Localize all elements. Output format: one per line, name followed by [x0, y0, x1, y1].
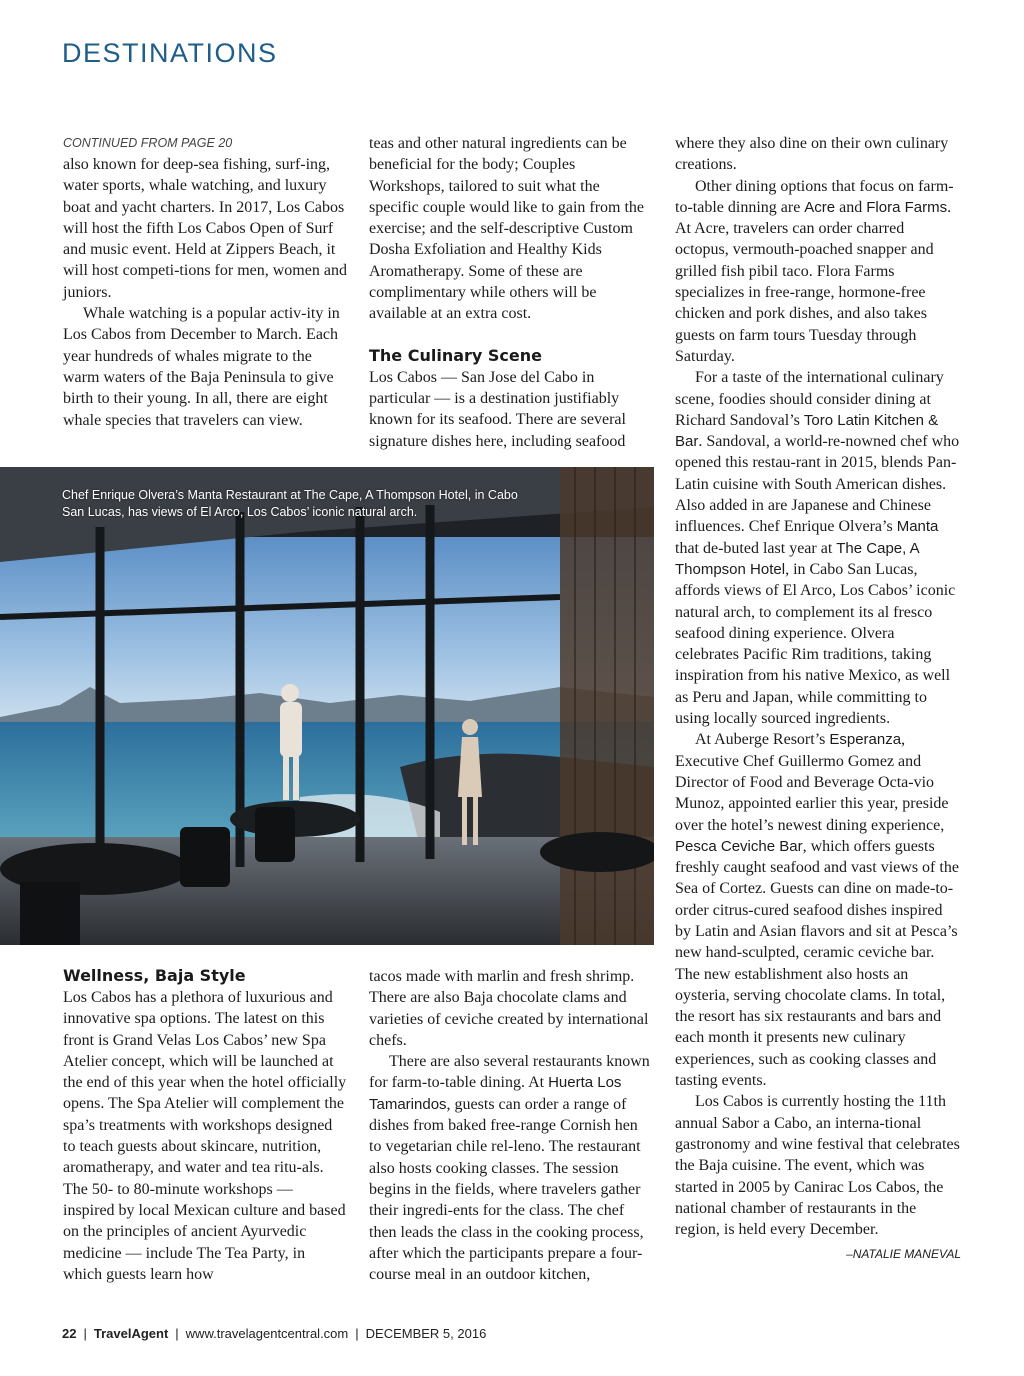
column-2-bottom	[369, 966, 653, 1285]
restaurant-name: Pesca Ceviche Bar	[675, 837, 803, 855]
paragraph: where they also dine on their own culinary creations.	[675, 135, 949, 174]
paragraph: teas and other natural ingredients can be beneficial for the body; Couples Workshops, tailored to suit what the specific couple would like to gain from the exercise; and the self-descriptive Custom Dosha Exfoliation and Healthy Kids Aromatherapy. Some of these are complimentary while others will be available at an extra cost.	[369, 135, 645, 323]
culinary-heading: The Culinary Scene	[369, 345, 543, 365]
restaurant-photo-illustration	[0, 467, 654, 945]
author-signature: –NATALIE MANEVAL	[846, 1247, 961, 1262]
paragraph: There are also several restaurants known for farm-to-table dining. At Huerta Los Tamarindos, guests can order a range of dishes from baked free-range Cornish hen to vegetarian chile rel-leno. The restaurant also hosts cooking classes. The session begins in the fields, where travelers gather their ingredi-ents for the class. The chef then leads the class in the cooking process, after which the participants prepare a four-course meal in an outdoor kitchen,	[369, 1053, 650, 1284]
paragraph: Whale watching is a popular activ-ity in Los Cabos from December to March. Each year hundreds of whales migrate to the warm waters of the Baja Peninsula to give birth to their young. In all, there are eight whale species that travelers can view.	[63, 305, 340, 429]
paragraph: tacos made with marlin and fresh shrimp. There are also Baja chocolate clams and varieties of ceviche created by international chefs.	[369, 968, 649, 1049]
magazine-brand: TravelAgent	[93, 1326, 169, 1341]
restaurant-name: Toro Latin Kitchen & Bar	[675, 411, 939, 451]
restaurant-name: Huerta Los Tamarindos	[369, 1074, 622, 1113]
paragraph: Los Cabos — San Jose del Cabo in particular — is a destination justifiably known for its seafood. There are several signature dishes here, including seafood	[369, 368, 626, 450]
column-1-top	[63, 133, 347, 431]
photo-caption: Chef Enrique Olvera’s Manta Restaurant at The Cape, A Thompson Hotel, in Cabo San Lucas, has views of El Arco, Los Cabos’ iconic natural arch.	[62, 488, 518, 519]
column-2-top	[369, 133, 653, 452]
column-1-bottom	[63, 966, 347, 1285]
restaurant-name: Manta	[896, 518, 939, 536]
paragraph: For a taste of the international culinary scene, foodies should consider dining at Richard Sandoval’s Toro Latin Kitchen & Bar. Sandoval, a world-re-nowned chef who opened this restau-rant in 2015, blends Pan-Latin cuisine with South American dishes. Also added in are Japanese and Chinese influences. Chef Enrique Olvera’s Manta that de-buted last year at The Cape, A Thompson Hotel, in Cabo San Lucas, affords views of El Arco, Los Cabos’ iconic natural arch, to complement its al fresco seafood dining experience. Olvera celebrates Pacific Rim traditions, taking inspiration from his native Mexico, as well as Peru and Japan, while committing to using locally sourced ingredients.	[675, 369, 960, 728]
column-3	[675, 133, 961, 1266]
continued-note: CONTINUED FROM PAGE 20	[63, 136, 233, 150]
wellness-heading: Wellness, Baja Style	[63, 966, 246, 985]
restaurant-photo	[0, 467, 654, 945]
page-footer: 22 | TravelAgent | www.travelagentcentral.com | DECEMBER 5, 2016	[62, 1326, 487, 1341]
resort-name: Esperanza	[829, 731, 902, 749]
paragraph: Los Cabos has a plethora of luxurious and innovative spa options. The latest on this front is Grand Velas Los Cabos’ new Spa Atelier concept, which will be launched at the end of this year when the hotel officially opens. The Spa Atelier will complement the spa’s treatments with workshops designed to teach guests about skincare, nutrition, aromatherapy, and water and tea ritu-als. The 50- to 80-minute workshops — inspired by local Mexican culture and based on the principles of ancient Ayurvedic medicine — include The Tea Party, in which guests learn how	[63, 989, 347, 1283]
paragraph: At Auberge Resort’s Esperanza, Executive Chef Guillermo Gomez and Director of Food and Beverage Octa-vio Munoz, appointed earlier this year, preside over the hotel’s newest dining experience, Pesca Ceviche Bar, which offers guests freshly caught seafood and vast views of the Sea of Cortez. Guests can dine on made-to-order citrus-cured seafood dishes inspired by Latin and Asian flavors and sit at Pesca’s new hand-sculpted, ceramic ceviche bar. The new establishment also hosts an oysteria, serving chocolate clams. In total, the resort has six restaurants and bars and each month it presents new culinary experiences, such as cooking classes and tasting events.	[675, 731, 959, 1090]
issue-date: DECEMBER 5, 2016	[365, 1326, 487, 1341]
paragraph: Other dining options that focus on farm-to-table dinning are Acre and Flora Farms. At Acre, travelers can order charred octopus, vermouth-poached snapper and grilled fish pibil taco. Flora Farms specializes in free-range, hormone-free chicken and pork dishes, and also takes guests on farm tours Tuesday through Saturday.	[675, 177, 954, 365]
section-title: DESTINATIONS	[62, 38, 278, 68]
restaurant-name: Flora Farms	[866, 198, 948, 216]
paragraph: also known for deep-sea fishing, surf-ing, water sports, whale watching, and luxury boat and yacht charters. In 2017, Los Cabos will host the fifth Los Cabos Open of Surf and music event. Held at Zippers Beach, it will host competi-tions for men, women and juniors.	[63, 156, 347, 301]
hotel-name: The Cape, A Thompson Hotel	[675, 539, 919, 578]
restaurant-name: Acre	[804, 198, 836, 216]
page-number: 22	[62, 1326, 77, 1341]
website-url[interactable]: www.travelagentcentral.com	[185, 1326, 349, 1341]
paragraph: Los Cabos is currently hosting the 11th annual Sabor a Cabo, an interna-tional gastronomy and wine festival that celebrates the Baja cuisine. The event, which was started in 2005 by Canirac Los Cabos, the national chamber of restaurants in the region, is held every December. –NATALIE MANEVAL	[675, 1091, 961, 1240]
